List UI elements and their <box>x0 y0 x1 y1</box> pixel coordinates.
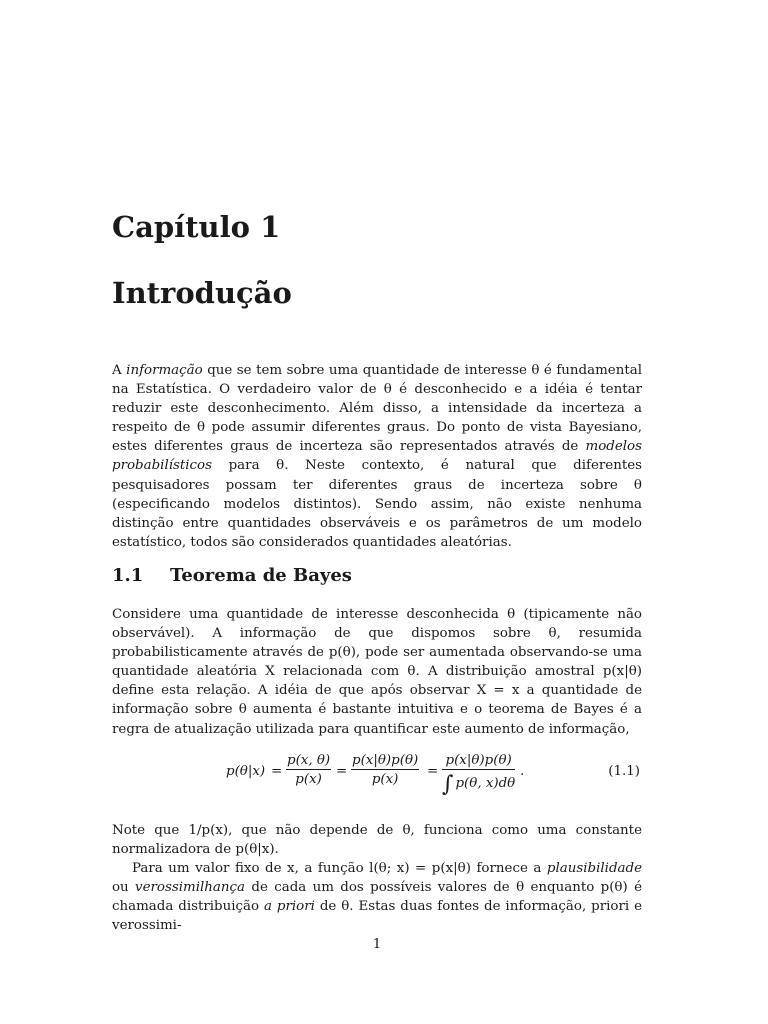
page-number: 1 <box>372 937 382 952</box>
fraction-1-numerator: p(x, θ) <box>287 753 331 768</box>
equation-period: . <box>520 764 525 779</box>
section-body-paragraph: Considere uma quantidade de interesse desconhecida θ (tipicamente não observável). A informação de que dispomos sobre θ, resumida probabilisticamente através de p(θ), pode ser aumentada observando-se uma quantidade aleatória X relacionada com θ. A distribuição amostral p(x|θ) define esta relação. A idéia de que após observar X = x a quantidade de informação sobre θ aumenta é bastante intuitiva e o teorema de Bayes é a regra de atualização utilizada para quantificar este aumento de informação, <box>112 607 642 737</box>
equals-sign-3: = <box>427 764 439 779</box>
integral-body: p(θ, x)dθ <box>455 776 516 791</box>
likelihood-emphasis-plausibilidade: plausibilidade <box>546 861 642 876</box>
document-page <box>112 0 642 1024</box>
fraction-2-numerator: p(x|θ)p(θ) <box>352 753 419 768</box>
fraction-likelihood-prior <box>351 753 419 787</box>
section-title: Teorema de Bayes <box>170 565 352 586</box>
chapter-title: Introdução <box>112 276 292 310</box>
equals-sign-1: = <box>271 764 283 779</box>
equals-sign-2: = <box>336 764 348 779</box>
likelihood-text-4: de θ. Estas duas fontes de informação, priori e verossimi- <box>112 899 642 934</box>
intro-text-1: A <box>112 363 127 378</box>
likelihood-emphasis-verossimilhanca: verossimilhança <box>135 880 246 896</box>
intro-emphasis-informacao: informação <box>126 363 203 378</box>
section-number: 1.1 <box>112 565 144 586</box>
section-heading <box>112 565 352 586</box>
fraction-1-denominator: p(x) <box>295 772 322 787</box>
fraction-integral <box>442 753 515 797</box>
equation-number: (1.1) <box>608 764 640 779</box>
intro-paragraph <box>112 361 642 552</box>
fraction-joint-over-marginal <box>286 753 331 787</box>
intro-emphasis-modelos: modelos probabilísticos <box>112 439 642 474</box>
bayes-equation <box>112 753 642 813</box>
likelihood-paragraph <box>112 859 642 935</box>
chapter-label: Capítulo 1 <box>112 210 281 244</box>
fraction-2-bar <box>351 769 419 770</box>
integral-sign: ∫ <box>442 772 454 797</box>
fraction-3-bar <box>442 769 515 770</box>
likelihood-text-1: Para um valor fixo de x, a função l(θ; x) = p(x|θ) fornece a <box>132 861 547 876</box>
fraction-3-denominator <box>442 772 515 797</box>
fraction-1-bar <box>286 769 331 770</box>
equation-lhs: p(θ|x) <box>226 764 266 779</box>
intro-text-2: que se tem sobre uma quantidade de interesse θ é fundamental na Estatística. O verdadeiro valor de θ é desconhecido e a idéia é tentar reduzir este desconhecimento. Além disso, a intensidade da incerteza a respeito de θ pode assumir diferentes graus. Do ponto de vista Bayesiano, estes diferentes graus de incerteza são representados através de <box>112 363 642 455</box>
fraction-2-denominator: p(x) <box>371 772 399 787</box>
intro-text-3: para θ. Neste contexto, é natural que diferentes pesquisadores possam ter diferentes graus de incerteza sobre θ (especificando modelos distintos). Sendo assim, não existe nenhuma distinção entre quantidades observáveis e os parâmetros de um modelo estatístico, todos são considerados quantidades aleatórias. <box>112 458 642 550</box>
likelihood-text-2: ou <box>112 880 136 896</box>
likelihood-text-3: de cada um dos possíveis valores de θ enquanto p(θ) é chamada distribuição <box>112 880 642 915</box>
fraction-3-numerator: p(x|θ)p(θ) <box>445 753 512 768</box>
note-paragraph: Note que 1/p(x), que não depende de θ, funciona como uma constante normalizadora de p(θ|x). <box>112 823 642 858</box>
likelihood-emphasis-a-priori: a priori <box>264 899 315 915</box>
